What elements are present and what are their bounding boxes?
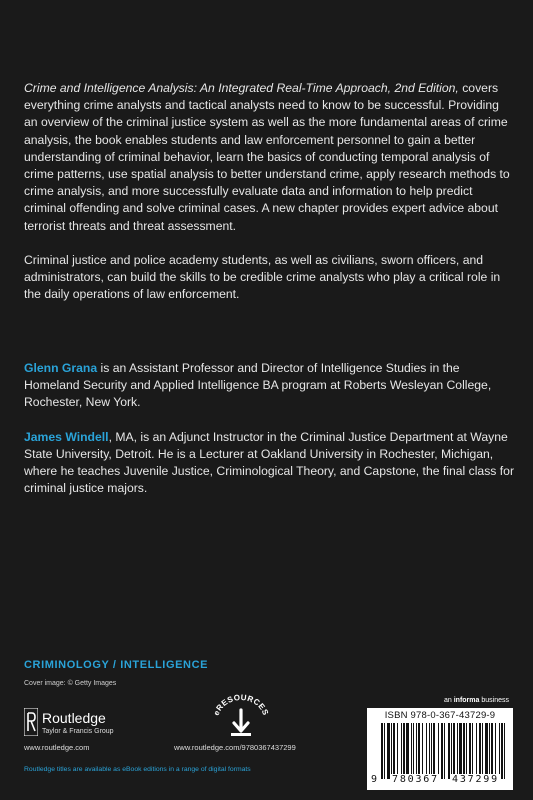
barcode-bar: [431, 723, 432, 779]
barcode-bar: [485, 723, 488, 779]
book-title: Crime and Intelligence Analysis: An Integrated Real-Time Approach, 2nd Edition,: [24, 81, 459, 95]
barcode-bar: [457, 723, 458, 779]
barcode-bar: [448, 723, 450, 779]
author-name-1: Glenn Grana: [24, 361, 98, 375]
barcode-digit-group-1: 780367: [392, 774, 439, 785]
barcode-digit-group-2: 437299: [452, 774, 499, 785]
barcode-bar: [476, 723, 477, 779]
barcode-bar: [499, 723, 500, 779]
barcode-bar: [482, 723, 483, 779]
author-bio-1: [24, 360, 514, 412]
eresources-url[interactable]: www.routledge.com/9780367437299: [174, 743, 296, 752]
barcode-bar: [413, 723, 414, 779]
barcode-bar: [416, 723, 417, 779]
barcode-bar: [401, 723, 402, 779]
routledge-r-icon: [24, 708, 38, 736]
barcode-bar: [469, 723, 471, 779]
barcode-bar: [504, 723, 505, 779]
eresources-logo-icon: [212, 694, 270, 738]
barcode-bar: [472, 723, 473, 779]
isbn-barcode: [367, 708, 513, 790]
publisher-name: Routledge: [42, 710, 106, 726]
barcode-bar: [479, 723, 481, 779]
barcode-bar: [491, 723, 493, 779]
barcode-bar: [495, 723, 496, 779]
barcode-bar: [381, 723, 383, 779]
barcode-bar: [397, 723, 398, 779]
description-paragraph-2: Criminal justice and police academy students, as well as civilians, sworn officers, and administrators, can build the skills to be credible crime analysts who play a critical role in the daily operations of law enforcement.: [24, 252, 501, 302]
barcode-bar: [501, 723, 503, 779]
barcode-bars: [381, 723, 505, 779]
author-bio-text-2: , MA, is an Adjunct Instructor in the Criminal Justice Department at Wayne State University, Detroit. He is a Lecturer at Oakland University in Rochester, Michigan, where he teaches Juvenile Justice, Criminological Theory, and Capstone, the final class for criminal justice majors.: [24, 429, 515, 496]
subject-category: CRIMINOLOGY / INTELLIGENCE: [24, 659, 209, 671]
author-bio-2: [24, 429, 514, 498]
barcode-bar: [406, 723, 409, 779]
barcode-bar: [459, 723, 462, 779]
barcode-bar: [451, 723, 452, 779]
barcode-bar: [426, 723, 427, 779]
barcode-bar: [433, 723, 435, 779]
barcode-bar: [444, 723, 445, 779]
barcode-bar: [391, 723, 392, 779]
informa-brand: informa: [453, 697, 480, 704]
barcode-digits: [367, 774, 513, 790]
barcode-bar: [489, 723, 490, 779]
barcode-bar: [418, 723, 420, 779]
author-name-2: James Windell: [24, 429, 109, 444]
cover-image-credit: Cover image: © Getty Images: [24, 680, 117, 687]
informa-suffix: business: [479, 697, 509, 704]
barcode-digit-first: 9: [371, 774, 378, 785]
description-paragraph-1: [24, 80, 514, 235]
barcode-bar: [466, 723, 467, 779]
ebook-availability-note: Routledge titles are available as eBook editions in a range of digital formats: [24, 766, 251, 773]
book-description: [24, 80, 514, 320]
author-bio-text-1: is an Assistant Professor and Director of Intelligence Studies in the Homeland Security and Applied Intelligence BA program at Roberts Wesleyan College, Rochester, New York.: [24, 361, 492, 410]
barcode-bar: [463, 723, 465, 779]
barcode-bar: [393, 723, 395, 779]
description-text-1: covers everything crime analysts and tactical analysts need to know to be successful. Providing an overview of the criminal justice system as well as the more fundamental areas of crime analysis, the book enables students and law enforcement personnel to gain a better understanding of criminal behavior, learn the basics of conducting temporal analysis of crime patterns, use spatial analysis to better understand crime, apply research methods to crime analysis, and more successfully evaluate data and information to help predict criminal offending and solve criminal cases. A new chapter provides expert advice about terrorist threats and threat assessment.: [24, 81, 510, 233]
isbn-label: ISBN 978-0-367-43729-9: [384, 710, 496, 721]
publisher-group: Taylor & Francis Group: [42, 728, 114, 735]
publisher-logo: [24, 708, 154, 744]
barcode-bar: [403, 723, 405, 779]
barcode-bar: [411, 723, 412, 779]
barcode-bar: [453, 723, 455, 779]
barcode-bar: [429, 723, 430, 779]
barcode-bar: [387, 723, 390, 779]
barcode-bar: [422, 723, 423, 779]
informa-business-mark: [444, 697, 509, 704]
barcode-bar: [441, 723, 443, 779]
barcode-bar: [384, 723, 385, 779]
eresources-logo-text: eRESOURCES: [212, 694, 270, 717]
informa-prefix: an: [444, 697, 454, 704]
author-bios: [24, 360, 514, 514]
barcode-bar: [438, 723, 439, 779]
publisher-url[interactable]: www.routledge.com: [24, 743, 90, 752]
